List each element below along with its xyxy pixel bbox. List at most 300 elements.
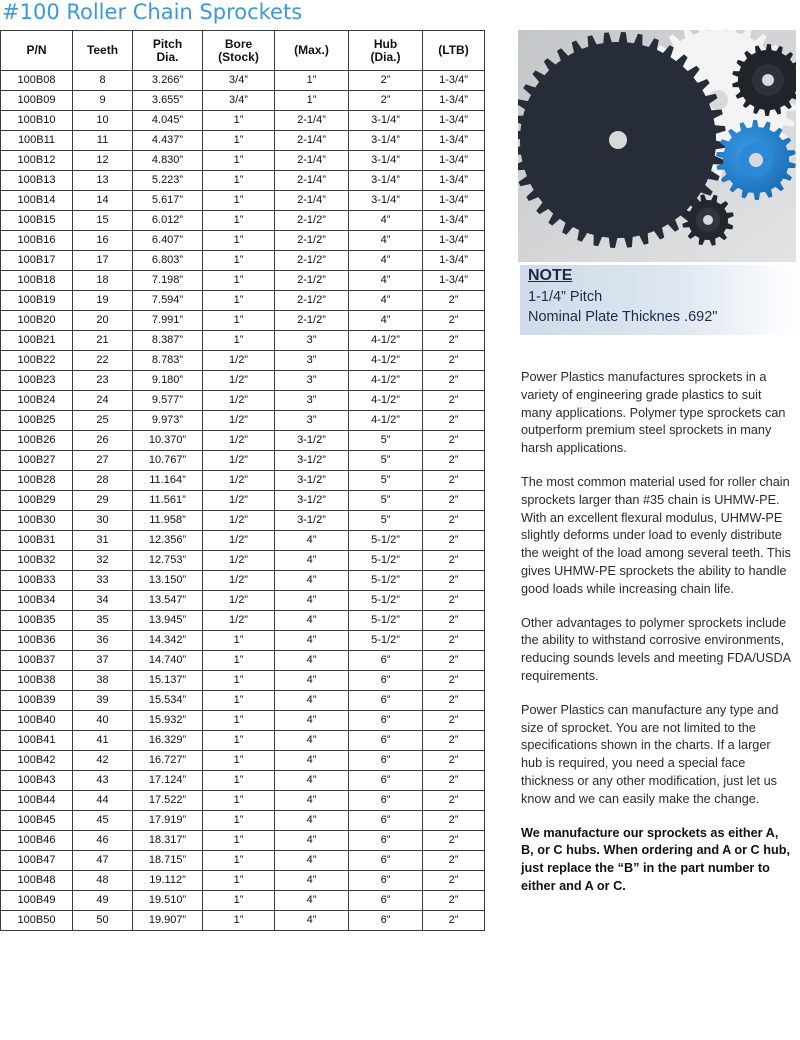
column-header: Teeth bbox=[73, 31, 133, 71]
table-cell: 35 bbox=[73, 611, 133, 631]
table-cell: 100B26 bbox=[1, 431, 73, 451]
table-cell: 2-1/2” bbox=[275, 291, 349, 311]
column-header: (LTB) bbox=[423, 31, 485, 71]
table-cell: 1” bbox=[203, 111, 275, 131]
table-cell: 8 bbox=[73, 71, 133, 91]
table-cell: 18.317” bbox=[133, 831, 203, 851]
table-cell: 17.522” bbox=[133, 791, 203, 811]
table-row bbox=[1, 171, 485, 191]
table-cell: 15.534” bbox=[133, 691, 203, 711]
sprocket-bore bbox=[703, 215, 713, 225]
table-cell: 43 bbox=[73, 771, 133, 791]
table-cell: 15.932” bbox=[133, 711, 203, 731]
tiny-dark-sprocket bbox=[682, 194, 733, 245]
table-cell: 1/2” bbox=[203, 371, 275, 391]
table-cell: 22 bbox=[73, 351, 133, 371]
table-cell: 1/2” bbox=[203, 591, 275, 611]
table-cell: 4” bbox=[275, 651, 349, 671]
table-cell: 50 bbox=[73, 911, 133, 931]
table-cell: 2-1/4” bbox=[275, 171, 349, 191]
table-cell: 5-1/2” bbox=[349, 571, 423, 591]
table-cell: 2” bbox=[423, 691, 485, 711]
table-cell: 1-3/4” bbox=[423, 131, 485, 151]
table-cell: 15.137” bbox=[133, 671, 203, 691]
table-cell: 1/2” bbox=[203, 351, 275, 371]
table-cell: 2-1/2” bbox=[275, 231, 349, 251]
paragraph-advantages: Other advantages to polymer sprockets include the ability to withstand corrosive environments, reducing sounds levels and meeting FDA/USDA requirements. bbox=[521, 615, 791, 683]
table-row bbox=[1, 311, 485, 331]
table-cell: 100B29 bbox=[1, 491, 73, 511]
table-cell: 18 bbox=[73, 271, 133, 291]
paragraph-intro: Power Plastics manufactures sprockets in a variety of engineering grade plastics to suit many applications. Polymer type sprockets can outperform premium steel sprockets in many harsh applications. bbox=[521, 370, 786, 456]
table-cell: 6.803” bbox=[133, 251, 203, 271]
table-cell: 2” bbox=[423, 391, 485, 411]
table-cell: 6” bbox=[349, 911, 423, 931]
table-cell: 4” bbox=[349, 271, 423, 291]
table-cell: 30 bbox=[73, 511, 133, 531]
table-row bbox=[1, 471, 485, 491]
table-cell: 1-3/4” bbox=[423, 71, 485, 91]
table-cell: 100B17 bbox=[1, 251, 73, 271]
table-cell: 10.370” bbox=[133, 431, 203, 451]
sprockets-photo bbox=[518, 30, 796, 262]
table-cell: 4” bbox=[275, 691, 349, 711]
paragraph-hubs: We manufacture our sprockets as either A, B, or C hubs. When ordering and A or C hub, just replace the “B” in the part number to either and A or C. bbox=[521, 825, 791, 893]
table-cell: 9.180” bbox=[133, 371, 203, 391]
table-row bbox=[1, 691, 485, 711]
table-cell: 2” bbox=[423, 471, 485, 491]
table-row bbox=[1, 331, 485, 351]
table-cell: 19.112” bbox=[133, 871, 203, 891]
table-cell: 4” bbox=[275, 771, 349, 791]
table-cell: 4-1/2” bbox=[349, 331, 423, 351]
table-cell: 7.594” bbox=[133, 291, 203, 311]
table-cell: 2” bbox=[423, 871, 485, 891]
table-cell: 11.164” bbox=[133, 471, 203, 491]
table-cell: 2” bbox=[423, 851, 485, 871]
table-cell: 1-3/4” bbox=[423, 271, 485, 291]
table-cell: 1/2” bbox=[203, 471, 275, 491]
table-cell: 5” bbox=[349, 451, 423, 471]
table-cell: 4” bbox=[275, 731, 349, 751]
table-cell: 1” bbox=[203, 251, 275, 271]
table-cell: 100B50 bbox=[1, 911, 73, 931]
table-row bbox=[1, 571, 485, 591]
table-cell: 100B34 bbox=[1, 591, 73, 611]
table-row bbox=[1, 731, 485, 751]
table-cell: 7.991” bbox=[133, 311, 203, 331]
table-row bbox=[1, 771, 485, 791]
table-cell: 4-1/2” bbox=[349, 411, 423, 431]
table-cell: 6” bbox=[349, 831, 423, 851]
table-cell: 100B11 bbox=[1, 131, 73, 151]
table-cell: 2” bbox=[349, 91, 423, 111]
table-cell: 2” bbox=[423, 731, 485, 751]
table-cell: 100B12 bbox=[1, 151, 73, 171]
table-cell: 2” bbox=[423, 351, 485, 371]
table-cell: 2-1/4” bbox=[275, 191, 349, 211]
sprocket-spec-table bbox=[0, 30, 485, 931]
table-cell: 13.150” bbox=[133, 571, 203, 591]
table-cell: 4” bbox=[275, 911, 349, 931]
table-row bbox=[1, 491, 485, 511]
table-row bbox=[1, 531, 485, 551]
description-text bbox=[521, 369, 793, 912]
table-cell: 1-3/4” bbox=[423, 151, 485, 171]
table-cell: 4” bbox=[275, 891, 349, 911]
table-cell: 17.124” bbox=[133, 771, 203, 791]
table-cell: 11 bbox=[73, 131, 133, 151]
table-cell: 48 bbox=[73, 871, 133, 891]
table-cell: 14 bbox=[73, 191, 133, 211]
column-header: P/N bbox=[1, 31, 73, 71]
table-cell: 1” bbox=[203, 811, 275, 831]
table-row bbox=[1, 651, 485, 671]
table-row bbox=[1, 871, 485, 891]
table-cell: 2” bbox=[423, 911, 485, 931]
table-row bbox=[1, 191, 485, 211]
table-row bbox=[1, 811, 485, 831]
table-cell: 1” bbox=[203, 691, 275, 711]
table-cell: 3” bbox=[275, 391, 349, 411]
table-row bbox=[1, 91, 485, 111]
table-cell: 100B27 bbox=[1, 451, 73, 471]
table-row bbox=[1, 211, 485, 231]
table-cell: 100B28 bbox=[1, 471, 73, 491]
table-cell: 6” bbox=[349, 671, 423, 691]
table-cell: 2” bbox=[423, 591, 485, 611]
table-cell: 31 bbox=[73, 531, 133, 551]
table-row bbox=[1, 711, 485, 731]
sprocket-bore bbox=[749, 153, 763, 167]
table-cell: 4” bbox=[275, 811, 349, 831]
table-row bbox=[1, 511, 485, 531]
table-cell: 100B43 bbox=[1, 771, 73, 791]
table-cell: 4” bbox=[275, 551, 349, 571]
table-cell: 6” bbox=[349, 871, 423, 891]
table-cell: 44 bbox=[73, 791, 133, 811]
table-cell: 8.387” bbox=[133, 331, 203, 351]
table-cell: 100B14 bbox=[1, 191, 73, 211]
table-cell: 6” bbox=[349, 751, 423, 771]
table-cell: 1” bbox=[203, 891, 275, 911]
table-row bbox=[1, 251, 485, 271]
table-cell: 4-1/2” bbox=[349, 351, 423, 371]
table-cell: 2” bbox=[423, 611, 485, 631]
table-cell: 1” bbox=[203, 311, 275, 331]
table-cell: 100B22 bbox=[1, 351, 73, 371]
table-row bbox=[1, 231, 485, 251]
table-cell: 100B23 bbox=[1, 371, 73, 391]
table-cell: 14.740” bbox=[133, 651, 203, 671]
table-row bbox=[1, 831, 485, 851]
table-cell: 5-1/2” bbox=[349, 591, 423, 611]
table-cell: 100B19 bbox=[1, 291, 73, 311]
table-cell: 2” bbox=[423, 371, 485, 391]
table-cell: 100B35 bbox=[1, 611, 73, 631]
table-cell: 1-3/4” bbox=[423, 211, 485, 231]
table-body bbox=[1, 71, 485, 931]
table-cell: 4” bbox=[275, 831, 349, 851]
table-cell: 21 bbox=[73, 331, 133, 351]
table-cell: 5.617” bbox=[133, 191, 203, 211]
table-cell: 6” bbox=[349, 771, 423, 791]
note-box bbox=[520, 265, 800, 335]
table-row bbox=[1, 411, 485, 431]
table-cell: 2” bbox=[423, 811, 485, 831]
table-cell: 4.045” bbox=[133, 111, 203, 131]
column-header: Hub (Dia.) bbox=[349, 31, 423, 71]
table-cell: 3-1/4” bbox=[349, 131, 423, 151]
table-cell: 2” bbox=[423, 751, 485, 771]
table-cell: 1” bbox=[203, 291, 275, 311]
table-cell: 100B32 bbox=[1, 551, 73, 571]
table-cell: 39 bbox=[73, 691, 133, 711]
table-cell: 2” bbox=[423, 311, 485, 331]
table-cell: 2” bbox=[423, 671, 485, 691]
table-cell: 8.783” bbox=[133, 351, 203, 371]
table-cell: 3” bbox=[275, 411, 349, 431]
note-heading: NOTE bbox=[528, 267, 573, 284]
table-cell: 42 bbox=[73, 751, 133, 771]
table-row bbox=[1, 891, 485, 911]
table-cell: 5-1/2” bbox=[349, 531, 423, 551]
table-cell: 1” bbox=[203, 751, 275, 771]
table-cell: 19.907” bbox=[133, 911, 203, 931]
note-pitch: 1-1/4” Pitch bbox=[528, 289, 603, 305]
table-cell: 5” bbox=[349, 491, 423, 511]
table-cell: 100B48 bbox=[1, 871, 73, 891]
table-cell: 1/2” bbox=[203, 551, 275, 571]
table-cell: 36 bbox=[73, 631, 133, 651]
table-cell: 3-1/4” bbox=[349, 111, 423, 131]
table-cell: 2” bbox=[349, 71, 423, 91]
table-cell: 9.577” bbox=[133, 391, 203, 411]
table-cell: 2” bbox=[423, 651, 485, 671]
table-header-row bbox=[1, 31, 485, 71]
table-cell: 5” bbox=[349, 431, 423, 451]
table-row bbox=[1, 751, 485, 771]
table-cell: 1-3/4” bbox=[423, 251, 485, 271]
table-cell: 100B38 bbox=[1, 671, 73, 691]
column-header: (Max.) bbox=[275, 31, 349, 71]
table-row bbox=[1, 151, 485, 171]
table-cell: 6.012” bbox=[133, 211, 203, 231]
table-cell: 2” bbox=[423, 411, 485, 431]
table-cell: 100B39 bbox=[1, 691, 73, 711]
table-cell: 3-1/2” bbox=[275, 511, 349, 531]
table-row bbox=[1, 291, 485, 311]
table-row bbox=[1, 451, 485, 471]
table-cell: 2-1/4” bbox=[275, 111, 349, 131]
table-cell: 9 bbox=[73, 91, 133, 111]
table-cell: 1/2” bbox=[203, 611, 275, 631]
table-cell: 6.407” bbox=[133, 231, 203, 251]
table-cell: 2-1/2” bbox=[275, 251, 349, 271]
table-cell: 4” bbox=[275, 851, 349, 871]
table-cell: 100B31 bbox=[1, 531, 73, 551]
note-plate-thickness: Nominal Plate Thicknes .692" bbox=[528, 309, 718, 325]
table-cell: 100B44 bbox=[1, 791, 73, 811]
table-cell: 29 bbox=[73, 491, 133, 511]
table-cell: 12.356” bbox=[133, 531, 203, 551]
table-cell: 13.945” bbox=[133, 611, 203, 631]
table-cell: 6” bbox=[349, 891, 423, 911]
paragraph-custom: Power Plastics can manufacture any type and size of sprocket. You are not limited to the specifications shown in the charts. If a larger hub is required, you need a special face thickness or any other modification, just let us know and we can easily make the change. bbox=[521, 702, 779, 806]
paragraph-material: The most common material used for roller chain sprockets larger than #35 chain is UHMW-PE. With an excellent flexural modulus, UHMW-PE slightly deforms under load to evenly distribute the weight of the load among several teeth. This gives UHMW-PE sprockets the ability to handle good loads while increasing chain life. bbox=[521, 474, 791, 596]
table-cell: 6” bbox=[349, 711, 423, 731]
table-cell: 100B33 bbox=[1, 571, 73, 591]
table-row bbox=[1, 131, 485, 151]
table-cell: 14.342” bbox=[133, 631, 203, 651]
table-cell: 15 bbox=[73, 211, 133, 231]
table-cell: 4” bbox=[275, 791, 349, 811]
table-cell: 17.919” bbox=[133, 811, 203, 831]
table-cell: 1/2” bbox=[203, 531, 275, 551]
table-cell: 6” bbox=[349, 731, 423, 751]
table-cell: 2” bbox=[423, 451, 485, 471]
table-cell: 32 bbox=[73, 551, 133, 571]
table-cell: 25 bbox=[73, 411, 133, 431]
table-cell: 3” bbox=[275, 331, 349, 351]
table-cell: 3-1/4” bbox=[349, 191, 423, 211]
table-cell: 4” bbox=[349, 251, 423, 271]
table-cell: 10.767” bbox=[133, 451, 203, 471]
table-cell: 1-3/4” bbox=[423, 231, 485, 251]
table-cell: 3” bbox=[275, 371, 349, 391]
table-cell: 1” bbox=[203, 711, 275, 731]
table-cell: 4-1/2” bbox=[349, 391, 423, 411]
table-cell: 2” bbox=[423, 771, 485, 791]
table-row bbox=[1, 551, 485, 571]
table-row bbox=[1, 391, 485, 411]
table-cell: 2” bbox=[423, 291, 485, 311]
table-cell: 3-1/4” bbox=[349, 151, 423, 171]
table-cell: 2” bbox=[423, 511, 485, 531]
table-row bbox=[1, 351, 485, 371]
table-cell: 9.973” bbox=[133, 411, 203, 431]
table-cell: 5” bbox=[349, 511, 423, 531]
table-cell: 47 bbox=[73, 851, 133, 871]
table-cell: 2” bbox=[423, 571, 485, 591]
table-cell: 1” bbox=[203, 651, 275, 671]
table-cell: 2” bbox=[423, 431, 485, 451]
table-cell: 1” bbox=[203, 771, 275, 791]
table-cell: 1” bbox=[203, 911, 275, 931]
table-cell: 1” bbox=[203, 191, 275, 211]
table-cell: 1” bbox=[203, 331, 275, 351]
table-cell: 38 bbox=[73, 671, 133, 691]
table-cell: 1” bbox=[275, 71, 349, 91]
table-cell: 100B16 bbox=[1, 231, 73, 251]
table-cell: 1” bbox=[203, 271, 275, 291]
table-cell: 13 bbox=[73, 171, 133, 191]
table-row bbox=[1, 111, 485, 131]
table-cell: 23 bbox=[73, 371, 133, 391]
table-cell: 4” bbox=[349, 211, 423, 231]
table-cell: 5-1/2” bbox=[349, 611, 423, 631]
table-cell: 1” bbox=[203, 211, 275, 231]
table-cell: 2” bbox=[423, 331, 485, 351]
sprockets-illustration bbox=[518, 30, 796, 262]
table-cell: 19 bbox=[73, 291, 133, 311]
table-cell: 1-3/4” bbox=[423, 111, 485, 131]
table-cell: 1” bbox=[203, 631, 275, 651]
table-cell: 1/2” bbox=[203, 511, 275, 531]
table-cell: 4.830” bbox=[133, 151, 203, 171]
table-cell: 46 bbox=[73, 831, 133, 851]
table-row bbox=[1, 911, 485, 931]
table-cell: 1/2” bbox=[203, 491, 275, 511]
table-cell: 3-1/2” bbox=[275, 451, 349, 471]
table-cell: 100B49 bbox=[1, 891, 73, 911]
table-cell: 3” bbox=[275, 351, 349, 371]
table-row bbox=[1, 591, 485, 611]
table-cell: 1” bbox=[203, 791, 275, 811]
table-row bbox=[1, 671, 485, 691]
table-cell: 6” bbox=[349, 791, 423, 811]
table-cell: 6” bbox=[349, 811, 423, 831]
table-cell: 20 bbox=[73, 311, 133, 331]
table-cell: 6” bbox=[349, 651, 423, 671]
table-cell: 1” bbox=[203, 171, 275, 191]
table-cell: 45 bbox=[73, 811, 133, 831]
table-cell: 16.727” bbox=[133, 751, 203, 771]
table-cell: 10 bbox=[73, 111, 133, 131]
table-cell: 4” bbox=[275, 571, 349, 591]
table-cell: 34 bbox=[73, 591, 133, 611]
table-cell: 100B25 bbox=[1, 411, 73, 431]
table-cell: 2-1/4” bbox=[275, 131, 349, 151]
table-cell: 13.547” bbox=[133, 591, 203, 611]
table-cell: 4” bbox=[275, 631, 349, 651]
table-cell: 3.266” bbox=[133, 71, 203, 91]
table-cell: 2” bbox=[423, 531, 485, 551]
table-cell: 3-1/2” bbox=[275, 471, 349, 491]
table-cell: 1/2” bbox=[203, 391, 275, 411]
table-cell: 100B08 bbox=[1, 71, 73, 91]
table-cell: 1-3/4” bbox=[423, 171, 485, 191]
table-cell: 19.510” bbox=[133, 891, 203, 911]
table-cell: 3/4” bbox=[203, 91, 275, 111]
table-cell: 17 bbox=[73, 251, 133, 271]
table-cell: 4” bbox=[275, 531, 349, 551]
table-cell: 1/2” bbox=[203, 411, 275, 431]
table-row bbox=[1, 271, 485, 291]
sprocket-bore bbox=[609, 131, 627, 149]
table-cell: 5.223” bbox=[133, 171, 203, 191]
table-cell: 1” bbox=[203, 831, 275, 851]
table-cell: 49 bbox=[73, 891, 133, 911]
table-cell: 2” bbox=[423, 491, 485, 511]
table-cell: 1” bbox=[203, 671, 275, 691]
table-cell: 1” bbox=[203, 231, 275, 251]
table-cell: 2” bbox=[423, 631, 485, 651]
table-row bbox=[1, 631, 485, 651]
table-cell: 100B36 bbox=[1, 631, 73, 651]
table-cell: 5” bbox=[349, 471, 423, 491]
table-row bbox=[1, 791, 485, 811]
table-cell: 2-1/2” bbox=[275, 271, 349, 291]
table-cell: 5-1/2” bbox=[349, 551, 423, 571]
table-cell: 1/2” bbox=[203, 451, 275, 471]
table-cell: 3/4” bbox=[203, 71, 275, 91]
table-cell: 100B21 bbox=[1, 331, 73, 351]
table-cell: 6” bbox=[349, 851, 423, 871]
table-cell: 100B40 bbox=[1, 711, 73, 731]
table-cell: 100B10 bbox=[1, 111, 73, 131]
table-cell: 1” bbox=[203, 871, 275, 891]
